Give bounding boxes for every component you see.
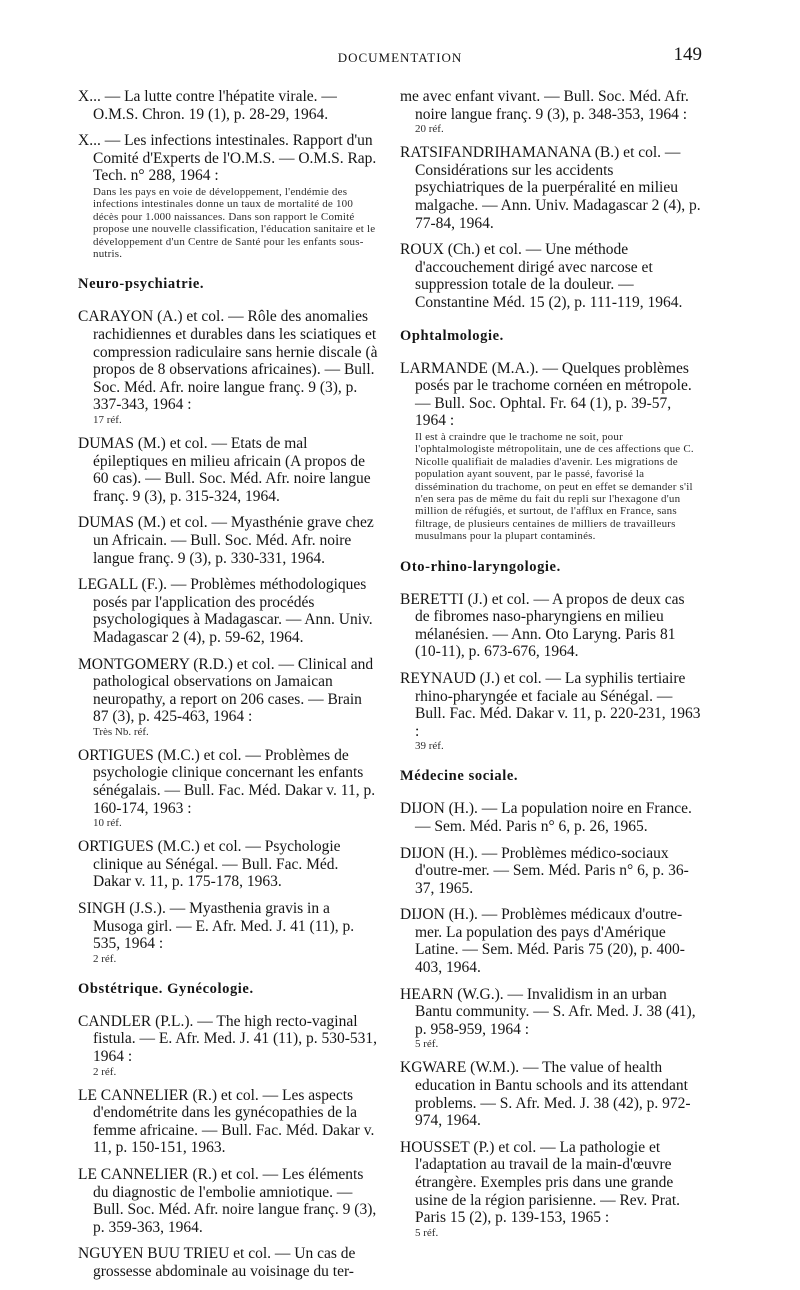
bibliography-entry [400, 670, 702, 752]
bibliography-entry [78, 1087, 378, 1157]
entry-citation: ROUX (Ch.) et col. — Une méthode d'accouchement dirigé avec narcose et suppression totale de la douleur. — Constantine Méd. 15 (2), p. 111-119, 1964. [400, 241, 683, 311]
reference-count: 39 réf. [415, 740, 444, 753]
reference-count: Très Nb. réf. [93, 725, 149, 738]
reference-count: 10 réf. [93, 817, 122, 830]
entry-citation: DUMAS (M.) et col. — Myasthénie grave chez un Africain. — Bull. Soc. Méd. Afr. noire langue franç. 9 (3), p. 330-331, 1964. [78, 514, 374, 567]
entry-citation: CANDLER (P.L.). — The high recto-vaginal fistula. — E. Afr. Med. J. 41 (11), p. 530-531, 1964 : [78, 1012, 377, 1065]
bibliography-entry [400, 144, 702, 232]
reference-count: 2 réf. [93, 952, 117, 965]
page-number: 149 [673, 44, 702, 65]
bibliography-entry [78, 656, 378, 738]
bibliography-entry [78, 1013, 378, 1078]
entry-citation: LE CANNELIER (R.) et col. — Les aspects d'endométrite dans les gynécopathies de la femme africaine. — Bull. Fac. Méd. Dakar v. 11, p. 150-151, 1963. [78, 1086, 375, 1157]
entry-citation: NGUYEN BUU TRIEU et col. — Un cas de grossesse abdominale au voisinage du ter- [78, 1245, 356, 1280]
header-title: DOCUMENTATION [337, 50, 463, 65]
reference-count: 5 réf. [415, 1038, 439, 1051]
entry-citation: DIJON (H.). — Problèmes médico-sociaux d'outre-mer. — Sem. Méd. Paris n° 6, p. 36-37, 1965. [400, 844, 689, 897]
bibliography-entry [400, 88, 702, 135]
entry-citation: HOUSSET (P.) et col. — La pathologie et l'adaptation au travail de la main-d'œuvre étrangère. Exemples pris dans une grande usine de la région parisienne. — Rev. Prat. Paris 15 (2), p. 139-153, 1965 : [400, 1138, 681, 1227]
bibliography-entry [78, 838, 378, 891]
bibliography-entry [400, 360, 702, 543]
entry-citation: LE CANNELIER (R.) et col. — Les éléments du diagnostic de l'embolie amniotique. — Bull. Soc. Méd. Afr. noire langue franç. 9 (3), p. 359-363, 1964. [78, 1165, 377, 1236]
entry-citation: BERETTI (J.) et col. — A propos de deux cas de fibromes naso-pharyngiens en milieu mélanésien. — Ann. Oto Laryng. Paris 81 (10-11), p. 673-676, 1964. [400, 590, 685, 661]
entry-citation: DIJON (H.). — La population noire en France. — Sem. Méd. Paris n° 6, p. 26, 1965. [400, 800, 692, 835]
bibliography-entry [400, 845, 702, 898]
entry-citation: LEGALL (F.). — Problèmes méthodologiques posés par l'application des procédés psychologiques à Madagascar. — Ann. Univ. Madagascar 2 (4), p. 59-62, 1964. [78, 576, 373, 646]
section-heading: Ophtalmologie. [400, 327, 504, 344]
bibliography-entry [400, 241, 702, 311]
entry-citation: CARAYON (A.) et col. — Rôle des anomalies rachidiennes et durables dans les sciatiques et compression radiculaire sans hernie discale (à propos de 8 observations africaines). — Bull. Soc. Méd. Afr. noire langue franç. 9 (3), p. 337-343, 1964 : [78, 308, 378, 414]
bibliography-entry [400, 986, 702, 1051]
section-heading: Neuro-psychiatrie. [78, 276, 205, 293]
reference-count: 20 réf. [415, 123, 444, 136]
section-heading: Médecine sociale. [400, 768, 519, 785]
bibliography-entry [400, 1139, 702, 1239]
entry-citation: DIJON (H.). — Problèmes médicaux d'outre-mer. La population des pays d'Amérique Latine. — Sem. Méd. Paris 75 (20), p. 400-403, 1964. [400, 906, 685, 977]
reference-count: 5 réf. [415, 1226, 439, 1239]
section-heading: Obstétrique. Gynécologie. [78, 980, 254, 997]
bibliography-entry [400, 1059, 702, 1129]
running-header [0, 44, 800, 68]
reference-count: 2 réf. [93, 1065, 117, 1078]
bibliography-entry [78, 1166, 378, 1236]
entry-abstract: Il est à craindre que le trachome ne soit, pour l'ophtalmologiste métropolitain, une de ces affections que C. Nicolle qualifiait de maladies d'avenir. Les migrations de population ayant souvent, par le passé, favorisé la dissémination du trachome, on peut en effet se demander s'il n'en sera pas de même du fait du repli sur l'hexagone d'un million de réfugiés, et surtout, de l'afflux en France, sans filtrage, de plusieurs centaines de milliers de travailleurs musulmans pour la plupart contaminés. [415, 430, 694, 543]
bibliography-entry [400, 591, 702, 661]
entry-citation: LARMANDE (M.A.). — Quelques problèmes posés par le trachome cornéen en métropole. — Bull. Soc. Ophtal. Fr. 64 (1), p. 39-57, 1964 : [400, 359, 692, 430]
bibliography-entry [78, 435, 378, 505]
entry-citation: X... — La lutte contre l'hépatite virale. — O.M.S. Chron. 19 (1), p. 28-29, 1964. [78, 88, 337, 123]
bibliography-entry [400, 800, 702, 835]
bibliography-entry [78, 514, 378, 567]
right-column [400, 88, 702, 1248]
bibliography-entry [78, 900, 378, 965]
reference-count: 17 réf. [93, 413, 122, 426]
entry-citation: RATSIFANDRIHAMANANA (B.) et col. — Considérations sur les accidents psychiatriques de la puerpéralité en milieu malgache. — Ann. Univ. Madagascar 2 (4), p. 77-84, 1964. [400, 144, 701, 232]
entry-citation: REYNAUD (J.) et col. — La syphilis tertiaire rhino-pharyngée et faciale au Sénégal. — Bull. Fac. Méd. Dakar v. 11, p. 220-231, 1963 : [400, 669, 701, 740]
entry-citation: ORTIGUES (M.C.) et col. — Problèmes de psychologie clinique concernant les enfants sénégalais. — Bull. Fac. Méd. Dakar v. 11, p. 160-174, 1963 : [78, 746, 376, 817]
entry-citation: ORTIGUES (M.C.) et col. — Psychologie clinique au Sénégal. — Bull. Fac. Méd. Dakar v. 11, p. 175-178, 1963. [78, 838, 341, 891]
entry-citation: MONTGOMERY (R.D.) et col. — Clinical and pathological observations on Jamaican neuropathy, a report on 206 cases. — Brain 87 (3), p. 425-463, 1964 : [78, 655, 374, 726]
entry-citation: X... — Les infections intestinales. Rapport d'un Comité d'Experts de l'O.M.S. — O.M.S. Rap. Tech. n° 288, 1964 : [78, 132, 377, 185]
entry-citation: HEARN (W.G.). — Invalidism in an urban Bantu community. — S. Afr. Med. J. 38 (41), p. 958-959, 1964 : [400, 985, 696, 1038]
entry-citation: KGWARE (W.M.). — The value of health education in Bantu schools and its attendant problems. — S. Afr. Med. J. 38 (42), p. 972-974, 1964. [400, 1059, 691, 1130]
bibliography-entry [78, 132, 378, 260]
bibliography-entry [78, 88, 378, 123]
bibliography-entry [78, 308, 378, 426]
bibliography-entry [78, 747, 378, 829]
bibliography-entry [400, 906, 702, 976]
entry-citation: DUMAS (M.) et col. — Etats de mal épileptiques en milieu africain (A propos de 60 cas). — Bull. Soc. Méd. Afr. noire langue franç. 9 (3), p. 315-324, 1964. [78, 434, 371, 505]
bibliography-entry [78, 576, 378, 646]
entry-citation: SINGH (J.S.). — Myasthenia gravis in a Musoga girl. — E. Afr. Med. J. 41 (11), p. 535, 1964 : [78, 900, 355, 953]
left-column [78, 88, 378, 1290]
section-heading: Oto-rhino-laryngologie. [400, 558, 561, 575]
bibliography-entry [78, 1245, 378, 1280]
entry-citation: me avec enfant vivant. — Bull. Soc. Méd. Afr. noire langue franç. 9 (3), p. 348-353, 1964 : [400, 88, 689, 123]
entry-abstract: Dans les pays en voie de développement, l'endémie des infections intestinales donne un taux de mortalité de 100 décès pour 1.000 naissances. Dans son rapport le Comité propose une nouvelle classification, l'éducation sanitaire et le développement d'un Centre de Santé pour les enfants sous-nutris. [93, 185, 376, 260]
